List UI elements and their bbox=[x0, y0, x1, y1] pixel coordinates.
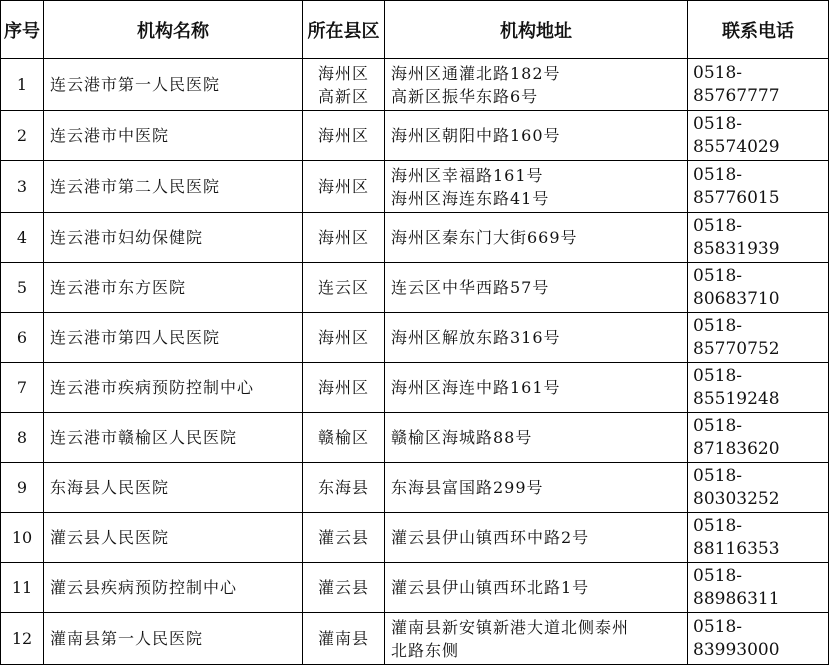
row-district bbox=[303, 563, 385, 613]
row-index: 6 bbox=[1, 313, 44, 363]
table-header-row bbox=[1, 1, 829, 59]
row-phone: 0518-85519248 bbox=[688, 363, 829, 413]
table-row bbox=[1, 613, 829, 665]
table-body bbox=[1, 59, 829, 665]
row-index: 1 bbox=[1, 59, 44, 111]
row-phone: 0518-85770752 bbox=[688, 313, 829, 363]
row-address bbox=[385, 263, 688, 313]
row-phone: 0518-85831939 bbox=[688, 213, 829, 263]
table-row bbox=[1, 313, 829, 363]
table-row bbox=[1, 563, 829, 613]
row-index: 10 bbox=[1, 513, 44, 563]
row-name: 灌云县人民医院 bbox=[44, 513, 303, 563]
row-index: 7 bbox=[1, 363, 44, 413]
row-phone: 0518-85767777 bbox=[688, 59, 829, 111]
row-name: 东海县人民医院 bbox=[44, 463, 303, 513]
table-row bbox=[1, 363, 829, 413]
row-district-line: 高新区 bbox=[317, 86, 369, 106]
row-name: 灌南县第一人民医院 bbox=[44, 613, 303, 665]
table-row bbox=[1, 513, 829, 563]
row-index: 9 bbox=[1, 463, 44, 513]
row-district-line: 灌云县 bbox=[317, 528, 369, 547]
row-district bbox=[303, 213, 385, 263]
row-address-line: 东海县富国路299号 bbox=[391, 478, 544, 497]
row-name: 连云港市妇幼保健院 bbox=[44, 213, 303, 263]
row-district-line: 海州区 bbox=[317, 177, 369, 196]
row-district-line: 灌南县 bbox=[317, 629, 369, 648]
row-address bbox=[385, 463, 688, 513]
table-row bbox=[1, 111, 829, 161]
row-district bbox=[303, 413, 385, 463]
row-address bbox=[385, 111, 688, 161]
row-index: 4 bbox=[1, 213, 44, 263]
row-address-line: 赣榆区海城路88号 bbox=[391, 428, 533, 447]
row-name: 灌云县疾病预防控制中心 bbox=[44, 563, 303, 613]
row-district-line: 海州区 bbox=[317, 328, 369, 347]
row-name: 连云港市第一人民医院 bbox=[44, 59, 303, 111]
row-address-line: 北路东侧 bbox=[391, 640, 460, 660]
row-district bbox=[303, 111, 385, 161]
row-index: 12 bbox=[1, 613, 44, 665]
row-district-line: 海州区 bbox=[317, 378, 369, 397]
row-index: 8 bbox=[1, 413, 44, 463]
row-district-line: 赣榆区 bbox=[317, 428, 369, 447]
row-index: 3 bbox=[1, 161, 44, 213]
table-row bbox=[1, 161, 829, 213]
row-address bbox=[385, 313, 688, 363]
row-address-line: 高新区振华东路6号 bbox=[391, 86, 539, 106]
row-district-line: 海州区 bbox=[317, 228, 369, 247]
row-index: 5 bbox=[1, 263, 44, 313]
row-name: 连云港市疾病预防控制中心 bbox=[44, 363, 303, 413]
row-address-line: 海州区解放东路316号 bbox=[391, 328, 561, 347]
header-district: 所在县区 bbox=[303, 1, 385, 59]
row-name: 连云港市赣榆区人民医院 bbox=[44, 413, 303, 463]
row-address-line: 海州区海连东路41号 bbox=[391, 188, 550, 208]
table-row bbox=[1, 213, 829, 263]
row-phone: 0518-80303252 bbox=[688, 463, 829, 513]
row-address-line: 灌云县伊山镇西环中路2号 bbox=[391, 528, 590, 547]
row-address-line: 海州区幸福路161号 bbox=[391, 165, 544, 185]
table-row bbox=[1, 263, 829, 313]
row-name: 连云港市第二人民医院 bbox=[44, 161, 303, 213]
row-address bbox=[385, 563, 688, 613]
row-district bbox=[303, 613, 385, 665]
row-address bbox=[385, 613, 688, 665]
row-district bbox=[303, 59, 385, 111]
row-address-line: 海州区朝阳中路160号 bbox=[391, 126, 561, 145]
table-row bbox=[1, 463, 829, 513]
row-address-line: 灌南县新安镇新港大道北侧泰州 bbox=[391, 617, 630, 637]
row-district bbox=[303, 313, 385, 363]
row-address bbox=[385, 213, 688, 263]
row-address bbox=[385, 59, 688, 111]
row-phone: 0518-88116353 bbox=[688, 513, 829, 563]
row-name: 连云港市第四人民医院 bbox=[44, 313, 303, 363]
row-phone: 0518-88986311 bbox=[688, 563, 829, 613]
row-district bbox=[303, 363, 385, 413]
row-phone: 0518-85776015 bbox=[688, 161, 829, 213]
row-address bbox=[385, 413, 688, 463]
row-address-line: 海州区秦东门大街669号 bbox=[391, 228, 578, 247]
row-name: 连云港市中医院 bbox=[44, 111, 303, 161]
header-address: 机构地址 bbox=[385, 1, 688, 59]
row-phone: 0518-83993000 bbox=[688, 613, 829, 665]
header-name: 机构名称 bbox=[44, 1, 303, 59]
row-address bbox=[385, 161, 688, 213]
table-row bbox=[1, 59, 829, 111]
row-name: 连云港市东方医院 bbox=[44, 263, 303, 313]
header-index: 序号 bbox=[1, 1, 44, 59]
row-address-line: 海州区海连中路161号 bbox=[391, 378, 561, 397]
row-address-line: 海州区通灌北路182号 bbox=[391, 63, 561, 83]
row-district-line: 海州区 bbox=[317, 126, 369, 145]
row-phone: 0518-80683710 bbox=[688, 263, 829, 313]
row-district-line: 东海县 bbox=[317, 478, 369, 497]
row-address-line: 灌云县伊山镇西环北路1号 bbox=[391, 578, 590, 597]
row-district bbox=[303, 513, 385, 563]
row-address bbox=[385, 363, 688, 413]
row-district-line: 海州区 bbox=[317, 63, 369, 83]
row-district bbox=[303, 263, 385, 313]
row-phone: 0518-87183620 bbox=[688, 413, 829, 463]
table-row bbox=[1, 413, 829, 463]
row-address-line: 连云区中华西路57号 bbox=[391, 278, 550, 297]
row-district bbox=[303, 463, 385, 513]
row-district-line: 灌云县 bbox=[317, 578, 369, 597]
header-phone: 联系电话 bbox=[688, 1, 829, 59]
row-district-line: 连云区 bbox=[317, 278, 369, 297]
row-address bbox=[385, 513, 688, 563]
row-index: 11 bbox=[1, 563, 44, 613]
row-phone: 0518-85574029 bbox=[688, 111, 829, 161]
row-index: 2 bbox=[1, 111, 44, 161]
row-district bbox=[303, 161, 385, 213]
